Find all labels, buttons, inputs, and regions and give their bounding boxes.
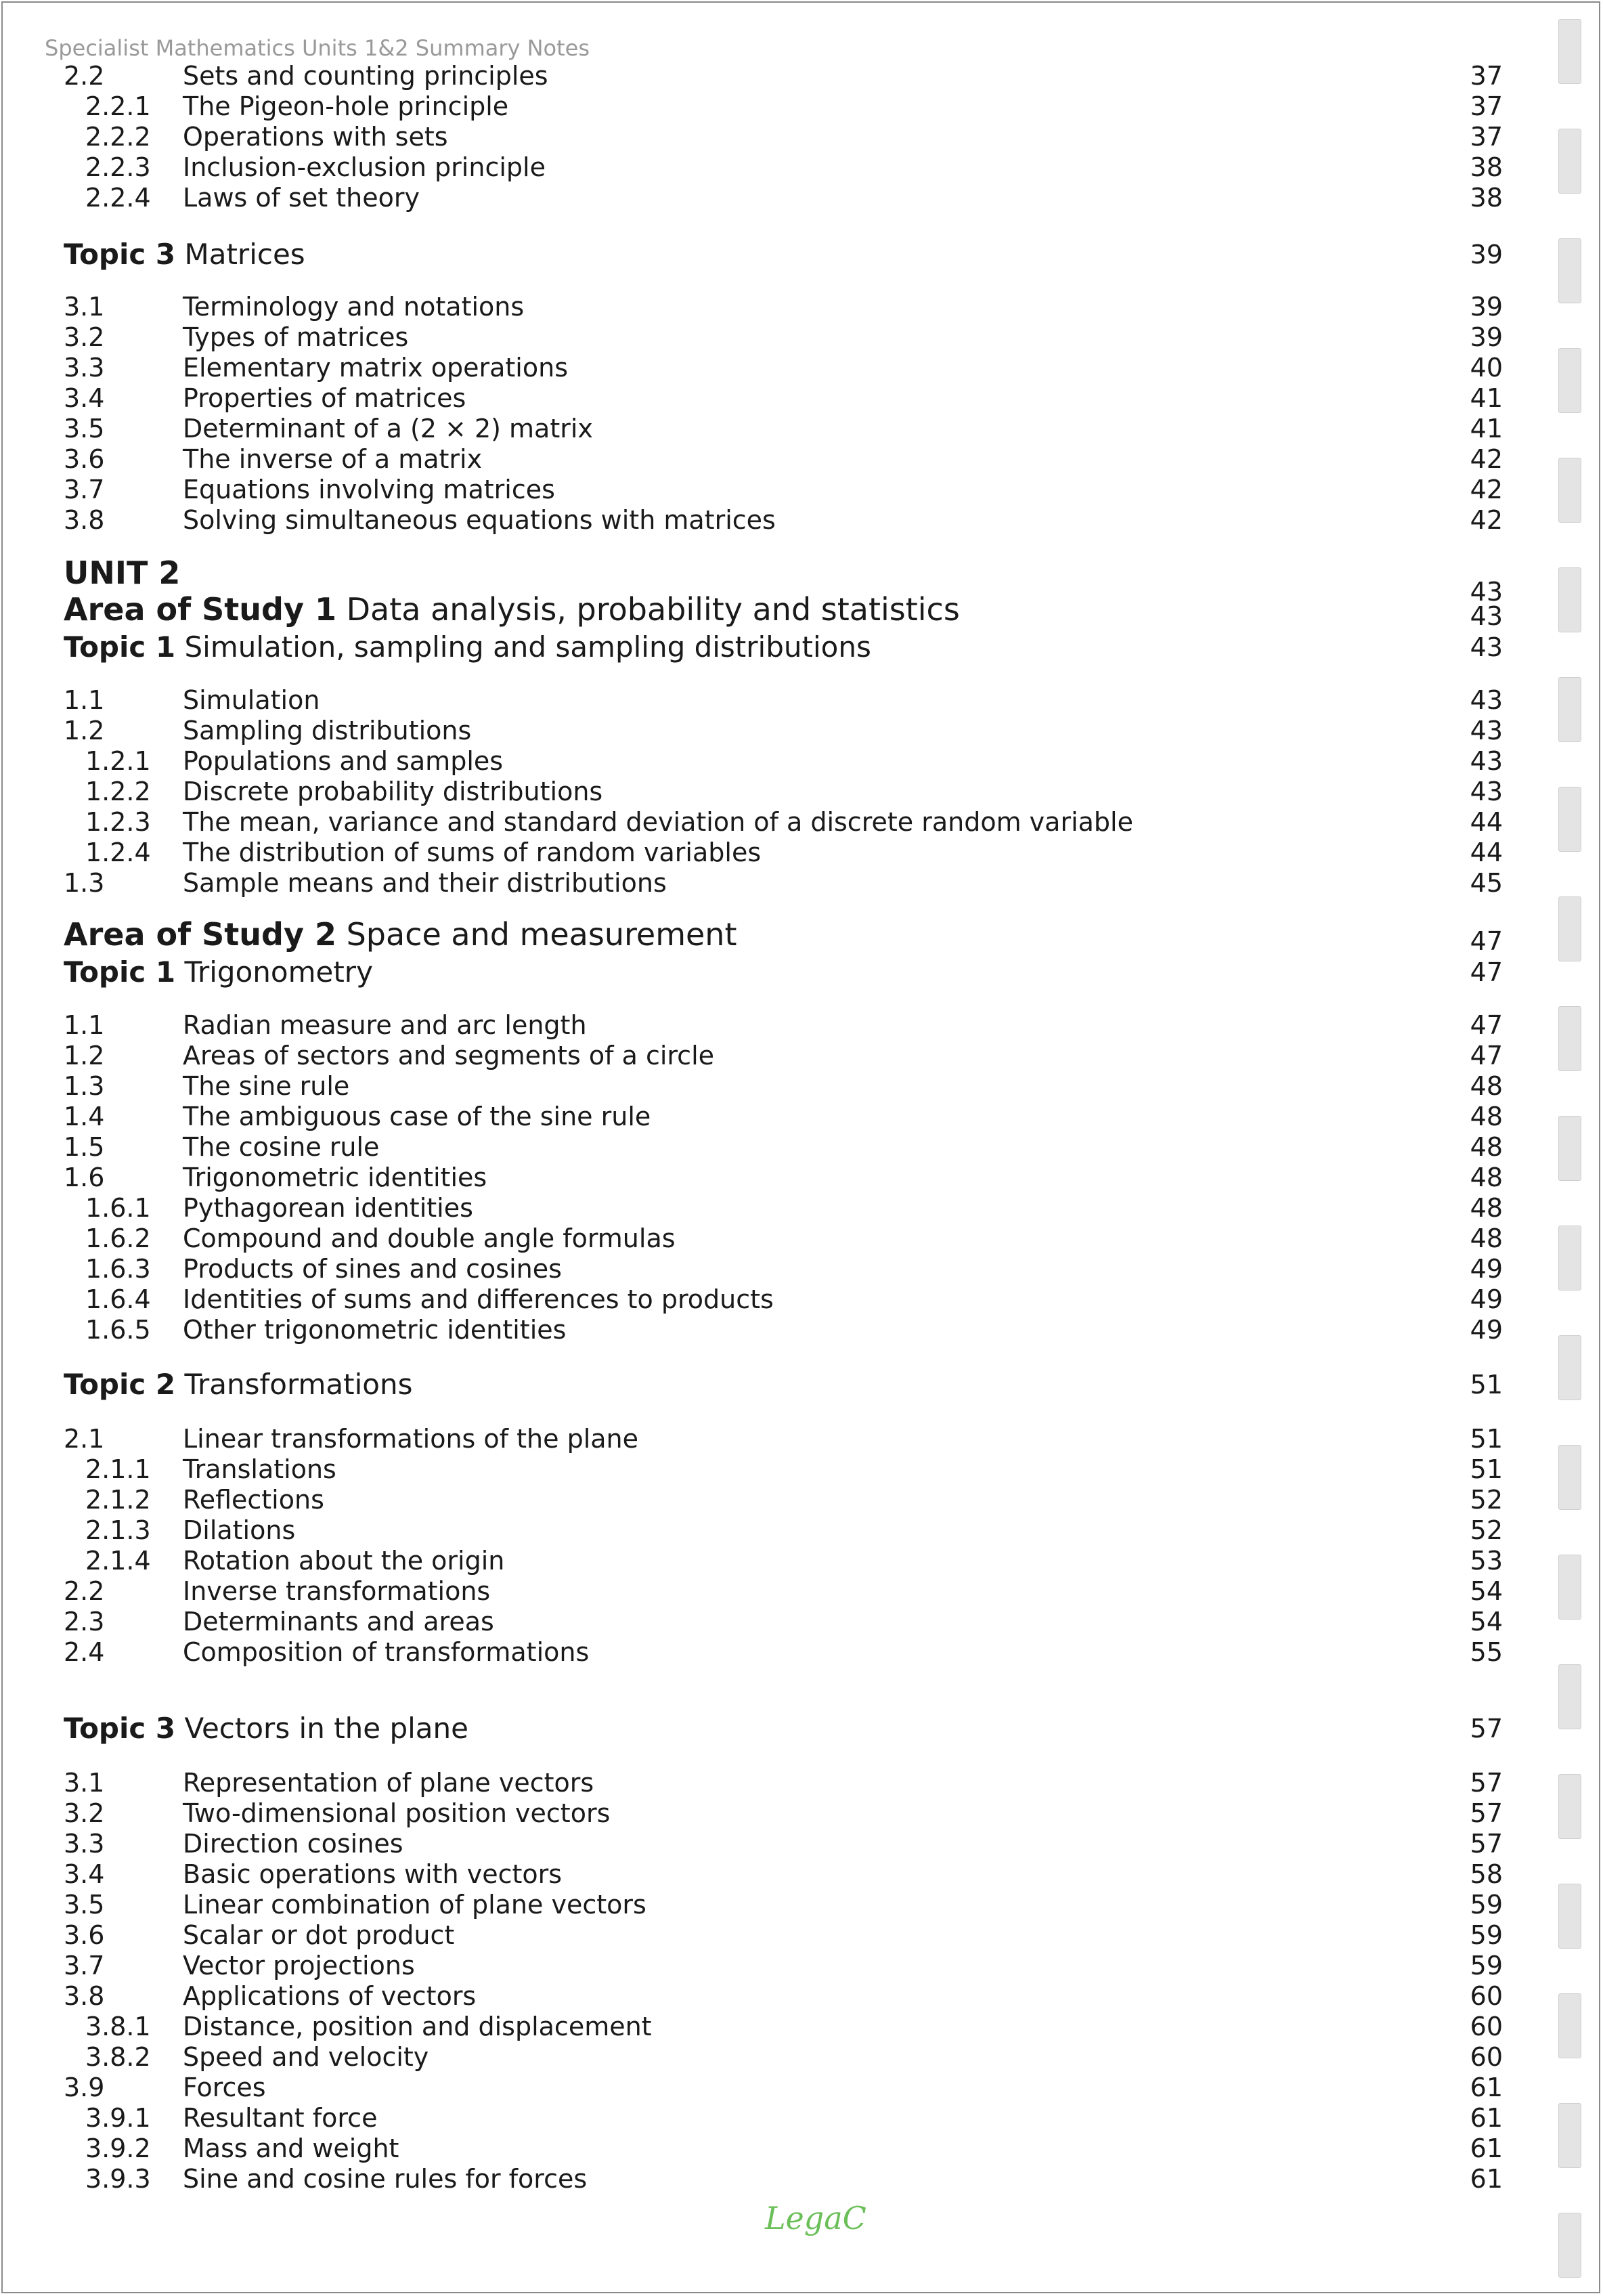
entry-number: 3.9.3 [85,2164,151,2194]
entry-page: 49 [1470,1254,1503,1284]
entry-number: 3.9 [64,2073,105,2102]
toc-entry[interactable] [64,2072,1503,2103]
entry-title: Two-dimensional position vectors [183,1798,611,1828]
entry-number: 1.1 [64,685,105,715]
side-tab [1558,1993,1581,2058]
entry-page: 54 [1470,1607,1503,1637]
entry-number: 1.6.4 [85,1284,151,1314]
entry-page: 39 [1470,292,1503,322]
toc-entry[interactable] [64,715,1503,746]
entry-page: 49 [1470,1284,1503,1314]
side-tab [1558,2103,1581,2168]
section-heading[interactable] [64,914,1503,955]
heading-label: Area of Study 1 [64,591,336,628]
section-heading[interactable] [64,1366,1503,1404]
side-tab [1558,348,1581,413]
entry-page: 51 [1470,1424,1503,1454]
toc-entry[interactable] [64,1545,1503,1576]
entry-number: 3.1 [64,1768,105,1798]
entry-number: 1.2 [64,716,105,745]
entry-number: 1.3 [64,868,105,898]
entry-page: 48 [1470,1223,1503,1253]
toc-entry[interactable] [64,383,1503,414]
entry-page: 59 [1470,1890,1503,1920]
heading-text: Matrices [175,238,305,271]
entry-number: 2.2 [64,1576,105,1606]
entry-number: 3.4 [64,383,105,413]
entry-title: Other trigonometric identities [183,1315,567,1345]
entry-title: Applications of vectors [183,1981,477,2011]
entry-title: Trigonometric identities [183,1163,487,1192]
heading-label: Area of Study 2 [64,916,336,953]
toc-entry[interactable] [64,291,1503,322]
entry-title: Equations involving matrices [183,475,555,504]
entry-page: 61 [1470,2103,1503,2133]
entry-title: Resultant force [183,2103,378,2133]
entry-page: 55 [1470,1637,1503,1667]
toc-entry[interactable] [64,1423,1503,1454]
heading-page: 43 [1470,577,1503,607]
entry-title: Representation of plane vectors [183,1768,594,1798]
entry-page: 41 [1470,414,1503,443]
toc-entry[interactable] [64,1980,1503,2012]
toc-entry[interactable] [64,322,1503,353]
toc-entry[interactable] [64,1606,1503,1637]
heading-text: Transformations [175,1368,413,1401]
entry-page: 43 [1470,777,1503,806]
entry-title: Forces [183,2073,266,2102]
side-tab [1558,567,1581,632]
entry-title: Determinant of a (2 × 2) matrix [183,414,593,443]
side-tab [1558,238,1581,303]
entry-title: Solving simultaneous equations with matrices [183,505,776,535]
toc-entry[interactable] [64,1101,1503,1132]
entry-page: 40 [1470,353,1503,383]
entry-number: 3.3 [64,353,105,383]
entry-page: 42 [1470,444,1503,474]
heading-label: Topic 3 [64,238,176,271]
toc-entry[interactable] [64,1070,1503,1102]
entry-number: 3.1 [64,292,105,322]
heading-label: UNIT 2 [64,555,181,591]
heading-label: Topic 3 [64,1712,176,1745]
side-tab [1558,677,1581,742]
entry-title: Scalar or dot product [183,1920,455,1950]
entry-title: Basic operations with vectors [183,1859,563,1889]
toc-entry[interactable] [64,1515,1503,1546]
entry-number: 3.8.2 [85,2042,151,2072]
entry-page: 51 [1470,1454,1503,1484]
section-heading[interactable] [64,236,1503,274]
toc-entry[interactable] [64,776,1503,807]
entry-number: 1.2.4 [85,838,151,867]
entry-title: Compound and double angle formulas [183,1223,676,1253]
entry-number: 1.3 [64,1071,105,1101]
toc-entry[interactable] [64,2011,1503,2042]
entry-number: 1.6 [64,1163,105,1192]
entry-page: 45 [1470,868,1503,898]
entry-title: Discrete probability distributions [183,777,603,806]
toc-entry[interactable] [64,867,1503,898]
side-tab [1558,1884,1581,1949]
toc-entry[interactable] [64,1889,1503,1920]
toc-entry[interactable] [64,1223,1503,1254]
entry-title: Populations and samples [183,746,504,776]
entry-number: 2.2.3 [85,152,151,182]
entry-number: 3.7 [64,475,105,504]
section-heading[interactable] [64,589,1503,630]
entry-number: 2.1 [64,1424,105,1454]
entry-number: 3.7 [64,1951,105,1980]
entry-title: Pythagorean identities [183,1193,473,1223]
side-tab [1558,19,1581,84]
toc-entry[interactable] [64,474,1503,505]
toc-entry[interactable] [64,2041,1503,2073]
entry-page: 43 [1470,716,1503,745]
entry-number: 3.5 [64,1890,105,1920]
entry-title: Radian measure and arc length [183,1010,587,1040]
entry-title: Identities of sums and differences to products [183,1284,774,1314]
entry-title: Direction cosines [183,1829,403,1859]
side-tab [1558,1006,1581,1071]
entry-title: Linear transformations of the plane [183,1424,638,1454]
entry-page: 48 [1470,1071,1503,1101]
entry-title: Sampling distributions [183,716,472,745]
entry-page: 60 [1470,2012,1503,2041]
entry-title: Inverse transformations [183,1576,491,1606]
entry-page: 44 [1470,838,1503,867]
logo-text: LegaC [765,2200,866,2236]
heading-text: Trigonometry [175,955,373,989]
entry-title: Reflections [183,1485,324,1515]
entry-number: 2.1.2 [85,1485,151,1515]
entry-number: 1.6.2 [85,1223,151,1253]
toc-entry[interactable] [64,1284,1503,1315]
entry-title: Laws of set theory [183,183,420,213]
toc-entry[interactable] [64,1950,1503,1981]
side-tab [1558,2213,1581,2278]
entry-number: 3.3 [64,1829,105,1859]
toc-entry[interactable] [64,2102,1503,2133]
entry-number: 2.4 [64,1637,105,1667]
entry-title: Terminology and notations [183,292,525,322]
entry-title: The ambiguous case of the sine rule [183,1102,651,1131]
toc-entry[interactable] [64,1454,1503,1485]
entry-page: 58 [1470,1859,1503,1889]
toc-entry[interactable] [64,1767,1503,1798]
entry-number: 3.2 [64,322,105,352]
entry-title: The inverse of a matrix [183,444,483,474]
entry-page: 42 [1470,475,1503,504]
entry-number: 3.8 [64,505,105,535]
toc-entry[interactable] [64,1192,1503,1223]
side-tab [1558,1664,1581,1729]
entry-page: 60 [1470,2042,1503,2072]
side-tab [1558,1226,1581,1291]
entry-title: Sets and counting principles [183,61,548,91]
entry-page: 59 [1470,1951,1503,1980]
entry-page: 48 [1470,1132,1503,1162]
entry-page: 37 [1470,122,1503,152]
entry-page: 54 [1470,1576,1503,1606]
entry-title: Simulation [183,685,320,715]
entry-number: 1.2 [64,1041,105,1070]
entry-number: 2.2.4 [85,183,151,213]
toc-entry[interactable] [64,1040,1503,1071]
section-heading[interactable] [64,628,1503,666]
section-heading[interactable] [64,953,1503,991]
toc-entry[interactable] [64,1798,1503,1829]
entry-title: Linear combination of plane vectors [183,1890,646,1920]
toc-entry[interactable] [64,837,1503,868]
entry-page: 61 [1470,2133,1503,2163]
entry-number: 3.2 [64,1798,105,1828]
toc-entry[interactable] [64,1010,1503,1041]
toc-entry[interactable] [64,91,1503,122]
toc-entry[interactable] [64,1253,1503,1284]
entry-title: Distance, position and displacement [183,2012,652,2041]
entry-title: Areas of sectors and segments of a circle [183,1041,715,1070]
entry-page: 60 [1470,1981,1503,2011]
entry-number: 2.1.1 [85,1454,151,1484]
toc-entry[interactable] [64,1131,1503,1163]
entry-number: 1.5 [64,1132,105,1162]
entry-number: 3.5 [64,414,105,443]
toc-entry[interactable] [64,352,1503,383]
entry-page: 52 [1470,1515,1503,1545]
entry-page: 44 [1470,807,1503,837]
heading-label: Topic 2 [64,1368,176,1401]
side-tab [1558,1445,1581,1510]
entry-page: 38 [1470,183,1503,213]
entry-number: 3.8 [64,1981,105,2011]
entry-number: 1.6.3 [85,1254,151,1284]
section-heading[interactable] [64,553,1503,607]
entry-number: 1.6.5 [85,1315,151,1345]
toc-entry[interactable] [64,2133,1503,2164]
entry-title: Rotation about the origin [183,1546,505,1576]
heading-text: Simulation, sampling and sampling distributions [175,630,871,664]
entry-page: 38 [1470,152,1503,182]
entry-title: Inclusion-exclusion principle [183,152,546,182]
heading-page: 51 [1470,1370,1503,1400]
toc-entry[interactable] [64,1314,1503,1345]
entry-number: 3.6 [64,444,105,474]
legac-logo [762,2194,866,2241]
entry-title: Operations with sets [183,122,448,152]
entry-number: 1.2.1 [85,746,151,776]
heading-text: Data analysis, probability and statistics [336,591,960,628]
entry-title: Sample means and their distributions [183,868,667,898]
entry-number: 1.6.1 [85,1193,151,1223]
entry-number: 1.2.3 [85,807,151,837]
entry-title: Sine and cosine rules for forces [183,2164,588,2194]
entry-title: Dilations [183,1515,296,1545]
entry-number: 2.2.1 [85,91,151,121]
entry-page: 61 [1470,2164,1503,2194]
entry-page: 48 [1470,1193,1503,1223]
heading-label: Topic 1 [64,630,176,664]
entry-page: 49 [1470,1315,1503,1345]
toc-entry[interactable] [64,152,1503,183]
toc-entry[interactable] [64,121,1503,152]
entry-number: 2.3 [64,1607,105,1637]
entry-page: 41 [1470,383,1503,413]
entry-number: 3.8.1 [85,2012,151,2041]
entry-title: Properties of matrices [183,383,466,413]
toc-entry[interactable] [64,182,1503,213]
toc-entry[interactable] [64,504,1503,536]
entry-page: 43 [1470,685,1503,715]
side-tab [1558,1555,1581,1620]
entry-page: 61 [1470,2073,1503,2102]
side-tab [1558,129,1581,194]
entry-page: 57 [1470,1798,1503,1828]
entry-title: Mass and weight [183,2133,399,2163]
heading-label: Topic 1 [64,955,176,989]
side-tab [1558,896,1581,961]
entry-page: 37 [1470,61,1503,91]
entry-title: Translations [183,1454,336,1484]
toc-entry[interactable] [64,1828,1503,1859]
toc-entry[interactable] [64,1162,1503,1193]
toc-entry[interactable] [64,1859,1503,1890]
entry-page: 57 [1470,1768,1503,1798]
entry-page: 39 [1470,322,1503,352]
entry-title: Speed and velocity [183,2042,429,2072]
entry-number: 2.1.3 [85,1515,151,1545]
side-tab [1558,1116,1581,1181]
entry-number: 1.4 [64,1102,105,1131]
toc-entry[interactable] [64,1576,1503,1607]
toc-entry[interactable] [64,413,1503,444]
side-tab [1558,787,1581,852]
toc-entry[interactable] [64,1484,1503,1515]
entry-page: 48 [1470,1163,1503,1192]
toc-entry[interactable] [64,745,1503,777]
toc-entry[interactable] [64,1920,1503,1951]
entry-number: 1.1 [64,1010,105,1040]
entry-number: 2.2 [64,61,105,91]
heading-page: 43 [1470,601,1503,631]
toc-entry[interactable] [64,60,1503,91]
entry-page: 48 [1470,1102,1503,1131]
heading-page: 39 [1470,240,1503,269]
toc-entry[interactable] [64,685,1503,716]
entry-number: 3.6 [64,1920,105,1950]
toc-entry[interactable] [64,2163,1503,2194]
entry-title: Products of sines and cosines [183,1254,562,1284]
entry-number: 2.1.4 [85,1546,151,1576]
running-head: Specialist Mathematics Units 1&2 Summary Notes [45,35,590,61]
entry-number: 1.2.2 [85,777,151,806]
entry-page: 52 [1470,1485,1503,1515]
toc-entry[interactable] [64,1637,1503,1668]
toc-entry[interactable] [64,443,1503,475]
entry-page: 47 [1470,1041,1503,1070]
entry-page: 37 [1470,91,1503,121]
heading-text: Space and measurement [336,916,737,953]
heading-page: 47 [1470,957,1503,987]
entry-title: Elementary matrix operations [183,353,568,383]
heading-text: Vectors in the plane [175,1712,468,1745]
heading-page: 57 [1470,1714,1503,1743]
entry-title: Types of matrices [183,322,409,352]
entry-number: 3.4 [64,1859,105,1889]
entry-page: 47 [1470,1010,1503,1040]
side-tab [1558,458,1581,523]
entry-title: Determinants and areas [183,1607,494,1637]
entry-number: 2.2.2 [85,122,151,152]
section-heading[interactable] [64,1710,1503,1748]
entry-page: 42 [1470,505,1503,535]
toc-entry[interactable] [64,806,1503,838]
heading-page: 43 [1470,632,1503,662]
entry-page: 53 [1470,1546,1503,1576]
heading-page: 47 [1470,926,1503,956]
entry-page: 57 [1470,1829,1503,1859]
entry-number: 3.9.2 [85,2133,151,2163]
entry-title: The Pigeon-hole principle [183,91,509,121]
entry-number: 3.9.1 [85,2103,151,2133]
side-tab [1558,1774,1581,1839]
side-tab [1558,1335,1581,1400]
entry-title: The sine rule [183,1071,350,1101]
entry-title: The mean, variance and standard deviation of a discrete random variable [183,807,1133,837]
entry-title: The cosine rule [183,1132,380,1162]
entry-page: 59 [1470,1920,1503,1950]
entry-title: Composition of transformations [183,1637,590,1667]
entry-title: The distribution of sums of random variables [183,838,762,867]
entry-page: 43 [1470,746,1503,776]
entry-title: Vector projections [183,1951,415,1980]
